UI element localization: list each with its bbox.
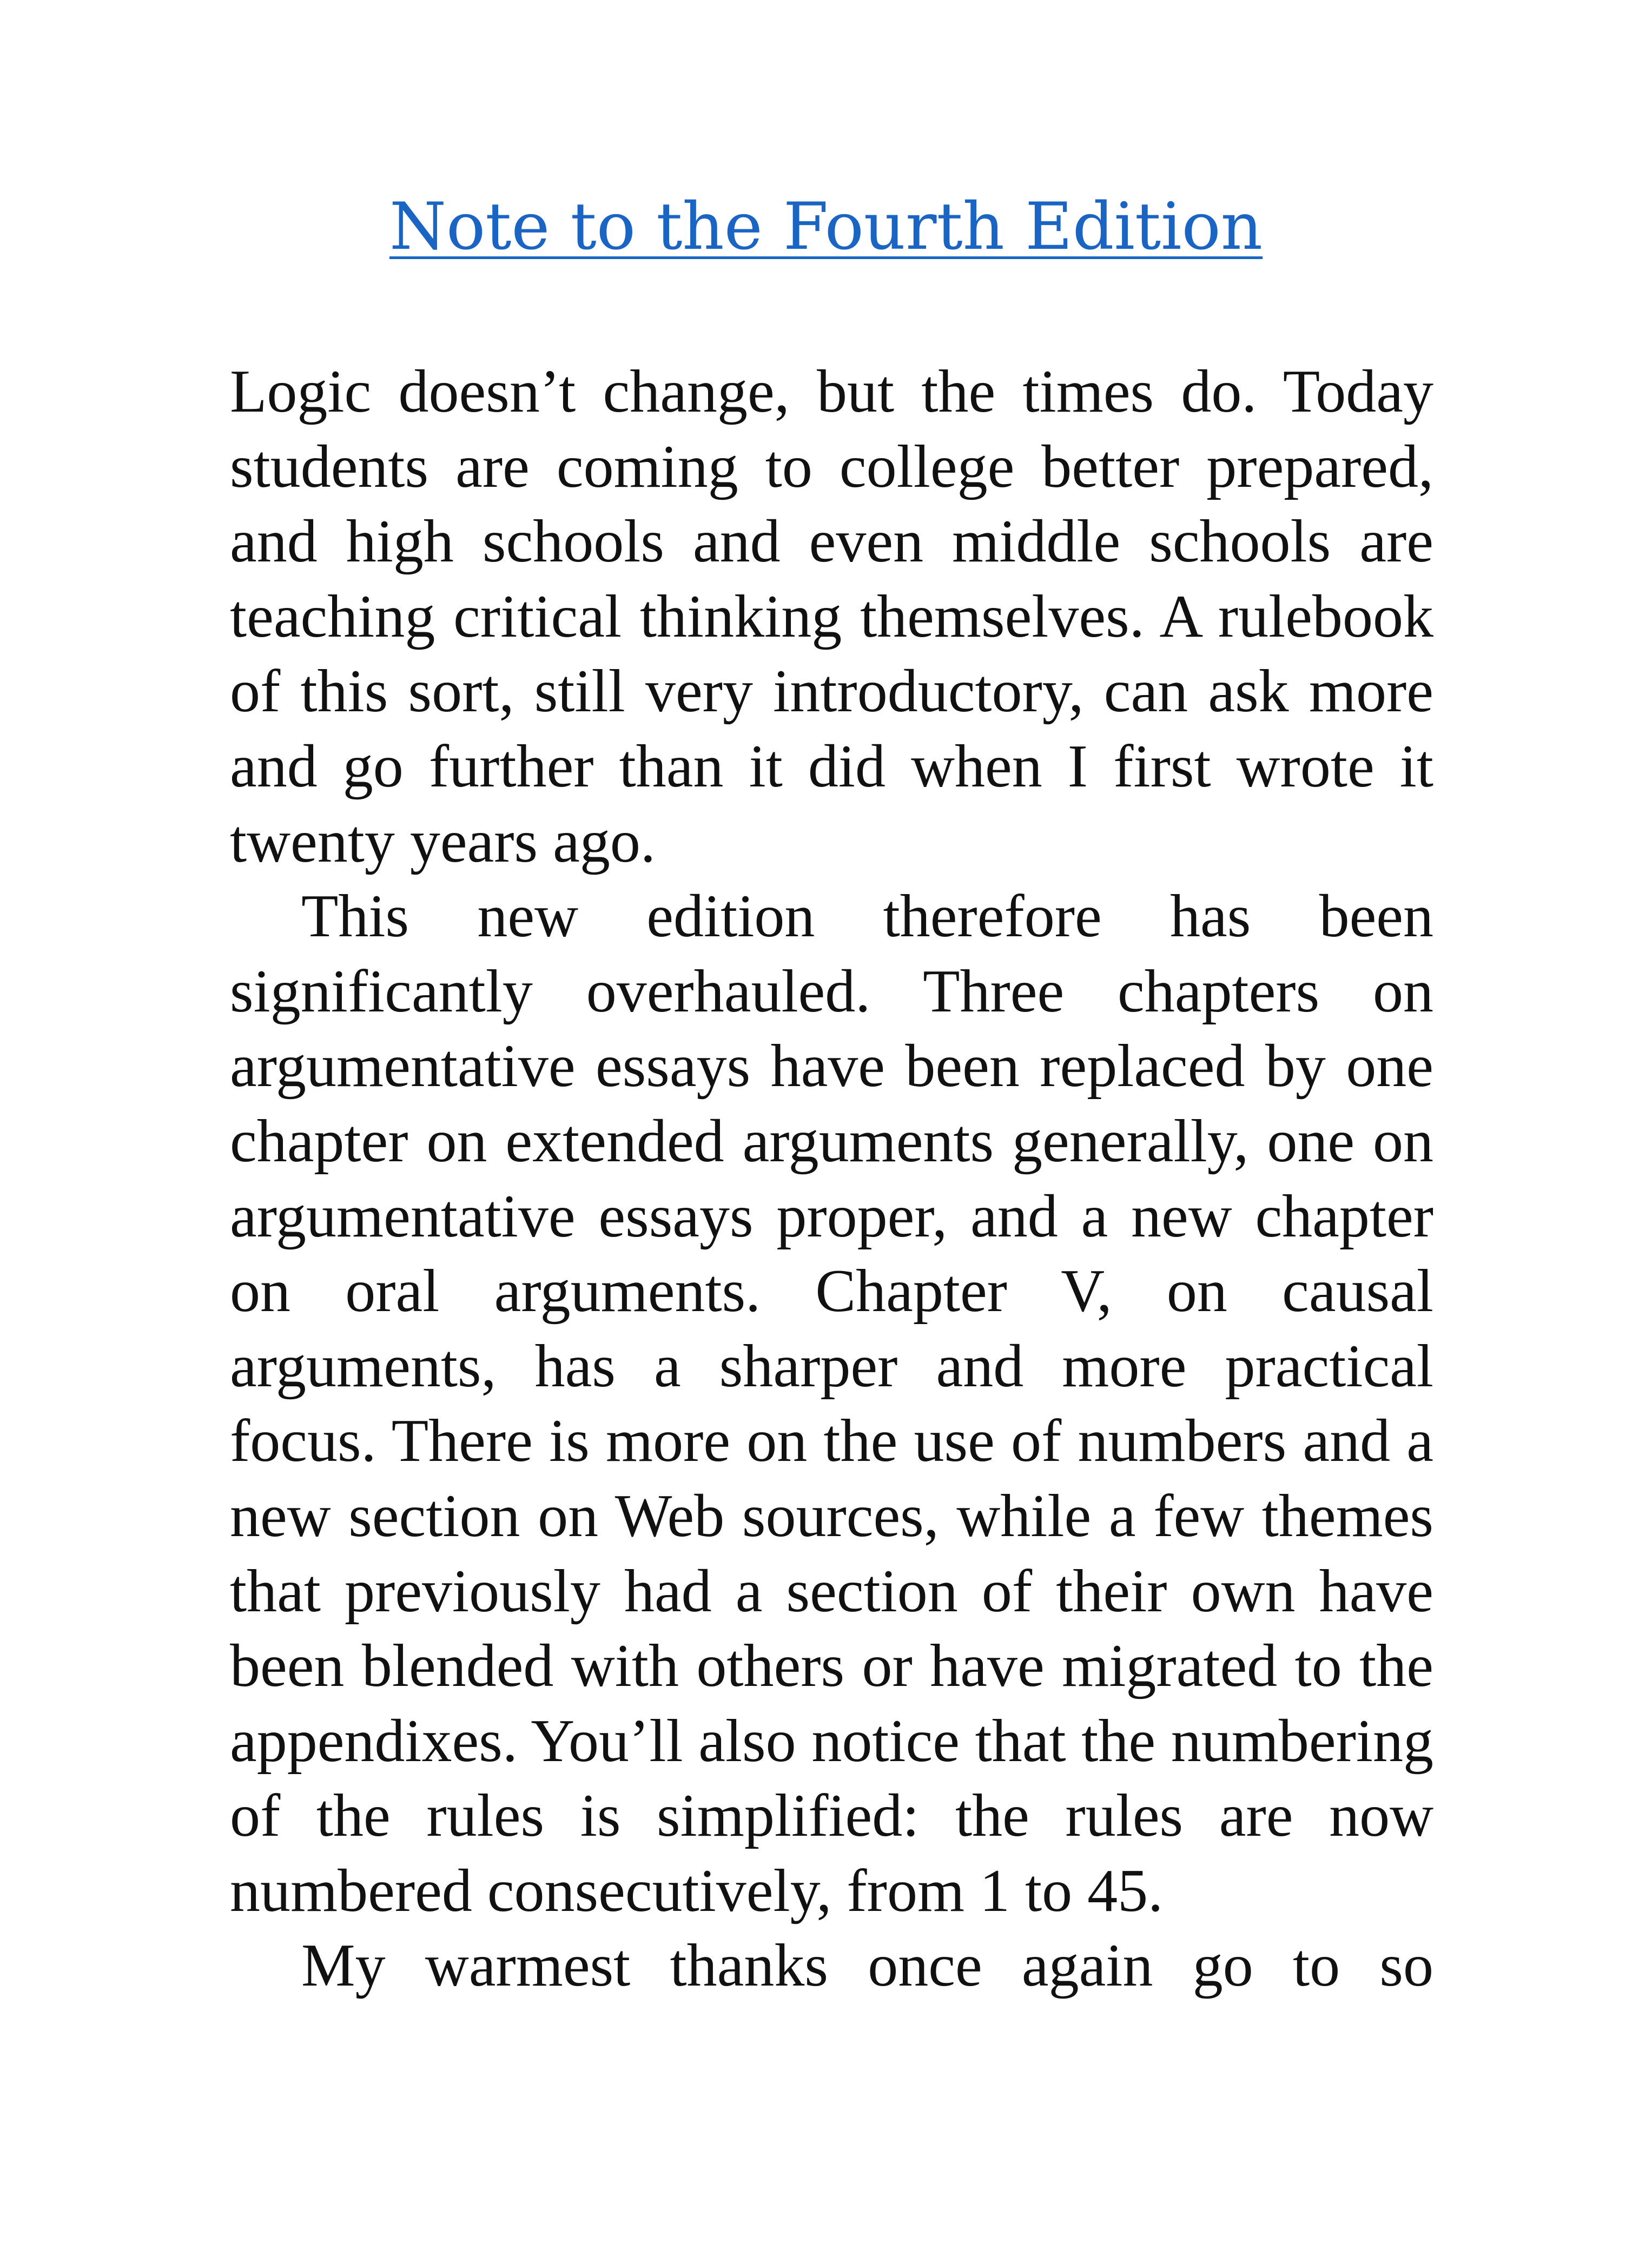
page-title-link[interactable]: Note to the Fourth Edition — [389, 189, 1263, 264]
page-title — [0, 184, 1652, 270]
body-text — [230, 354, 1433, 2003]
paragraph-1: Logic doesn’t change, but the times do. Today students are coming to college better prepared, and high schools and even middle schools are teaching critical thinking themselves. A rulebook of this sort, still very introductory, can ask more and go further than it did when I first wrote it twenty years ago. — [230, 358, 1433, 875]
paragraph-3: My warmest thanks once again go to so — [301, 1932, 1433, 2000]
paragraph-2: This new edition therefore has been significantly overhauled. Three chapters on argumentative essays have been replaced by one chapter on extended arguments generally, one on argumentative essays proper, and a new chapter on oral arguments. Chapter V, on causal arguments, has a sharper and more practical focus. There is more on the use of numbers and a new section on Web sources, while a few themes that previously had a section of their own have been blended with others or have migrated to the appendixes. You’ll also notice that the numbering of the rules is simplified: the rules are now numbered consecutively, from 1 to 45. — [230, 883, 1433, 1924]
